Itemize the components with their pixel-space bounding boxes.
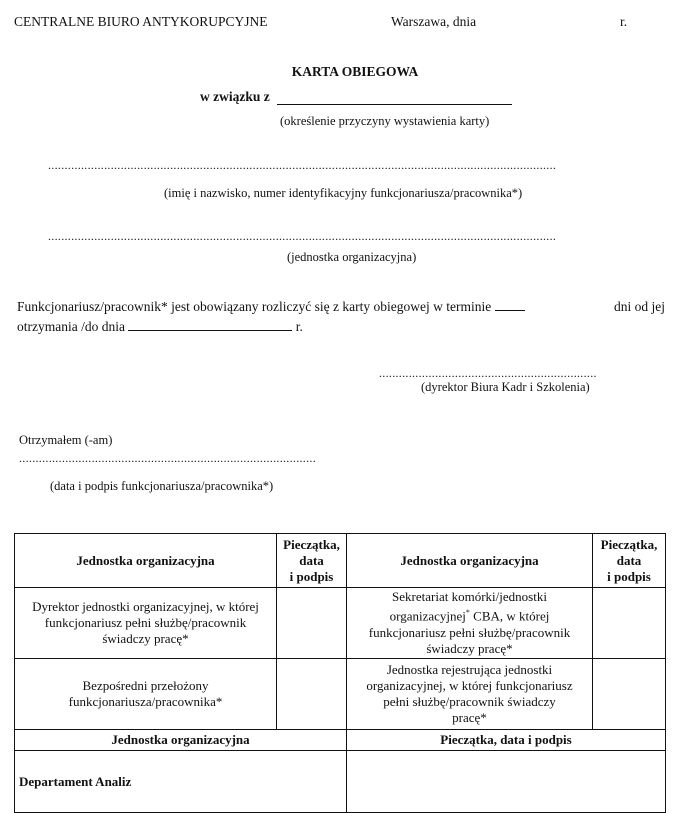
received-caption: (data i podpis funkcjonariusza/pracownika*) xyxy=(50,479,274,493)
row1-left-l3: świadczy pracę* xyxy=(102,631,189,646)
reason-caption: (określenie przyczyny wystawienia karty) xyxy=(280,114,490,128)
row1-unit-right xyxy=(347,588,593,659)
table-header-row xyxy=(15,534,666,588)
department-cell: Departament Analiz xyxy=(15,751,347,813)
obligation-text-3: otrzymania /do dnia xyxy=(17,319,125,334)
table-row xyxy=(15,659,666,730)
row2-stamp-left-cell[interactable] xyxy=(277,659,347,730)
clearance-table xyxy=(14,533,666,813)
row2-left-l2: funkcjonariusza/pracownika* xyxy=(68,694,223,709)
header-stamp-left-l2: data xyxy=(299,552,324,568)
header-stamp-left-l1: Pieczątka, xyxy=(283,536,340,552)
header-stamp-right-l3: i podpis xyxy=(607,568,651,584)
row2-right-l1: Jednostka rejestrująca jednostki xyxy=(386,662,553,677)
received-label: Otrzymałem (-am) xyxy=(19,433,113,447)
table-row xyxy=(15,588,666,659)
header-stamp-right-l2: data xyxy=(616,552,642,568)
institution-name: CENTRALNE BIURO ANTYKORUPCYJNE xyxy=(14,14,268,29)
header-stamp-right xyxy=(593,534,666,588)
row1-left-l1: Dyrektor jednostki organizacyjnej, w której xyxy=(32,599,259,614)
days-field[interactable] xyxy=(495,299,525,311)
person-caption: (imię i nazwisko, numer identyfikacyjny funkcjonariusza/pracownika*) xyxy=(164,186,523,200)
obligation-text-4: r. xyxy=(295,319,303,334)
footer-header-unit: Jednostka organizacyjna xyxy=(15,730,347,751)
row1-right-l2b: CBA, w której xyxy=(469,608,550,624)
reason-label: w związku z xyxy=(200,89,270,104)
document-title: KARTA OBIEGOWA xyxy=(291,64,419,79)
row1-stamp-right-cell[interactable] xyxy=(593,588,666,659)
obligation-line-2 xyxy=(17,317,665,337)
reason-field[interactable] xyxy=(277,88,512,105)
department-stamp-cell[interactable] xyxy=(347,751,666,813)
unit-caption: (jednostka organizacyjna) xyxy=(287,250,417,264)
row1-right-l2a: organizacyjnej xyxy=(389,608,466,624)
table-row xyxy=(15,751,666,813)
row1-right-l3: funkcjonariusz pełni służbę/pracownik xyxy=(368,624,571,640)
obligation-line-1 xyxy=(17,297,665,317)
row1-stamp-left-cell[interactable] xyxy=(277,588,347,659)
header-unit-right: Jednostka organizacyjna xyxy=(347,534,593,588)
obligation-text-1: Funkcjonariusz/pracownik* jest obowiązany rozliczyć się z karty obiegowej w terminie xyxy=(17,299,492,314)
director-signature-field[interactable]: .................................................................. xyxy=(379,366,597,380)
table-footer-header-row xyxy=(15,730,666,751)
row2-right-l2: organizacyjnej, w której funkcjonariusz xyxy=(366,678,573,693)
footer-header-stamp: Pieczątka, data i podpis xyxy=(347,730,666,751)
row1-right-sup: * xyxy=(465,608,470,618)
row1-right-l4: świadczy pracę* xyxy=(426,640,513,656)
deadline-date-field[interactable] xyxy=(128,319,292,331)
row2-left-l1: Bezpośredni przełożony xyxy=(82,678,209,693)
header-stamp-left xyxy=(277,534,347,588)
header-stamp-left-l3: i podpis xyxy=(289,568,334,584)
row2-unit-right xyxy=(347,659,593,730)
row2-stamp-right-cell[interactable] xyxy=(593,659,666,730)
row1-right-l1: Sekretariat komórki/jednostki xyxy=(392,589,547,605)
row2-right-l3: pełni służbę/pracownik świadczy xyxy=(383,694,556,709)
header-stamp-right-l1: Pieczątka, xyxy=(600,536,658,552)
row2-right-l4: pracę* xyxy=(452,710,487,725)
person-field[interactable]: .......................................................................................................................................................... xyxy=(48,158,557,172)
unit-field[interactable]: .......................................................................................................................................................... xyxy=(48,229,557,243)
director-caption: (dyrektor Biura Kadr i Szkolenia) xyxy=(421,380,590,394)
header-unit-left: Jednostka organizacyjna xyxy=(15,534,277,588)
row1-left-l2: funkcjonariusz pełni służbę/pracownik xyxy=(44,615,247,630)
obligation-text-2: dni od jej xyxy=(614,299,665,314)
row1-unit-left xyxy=(15,588,277,659)
place-date-label: Warszawa, dnia xyxy=(391,14,477,29)
row2-unit-left xyxy=(15,659,277,730)
received-signature-field[interactable]: .......................................................................................... xyxy=(19,451,316,465)
year-suffix: r. xyxy=(620,14,628,29)
